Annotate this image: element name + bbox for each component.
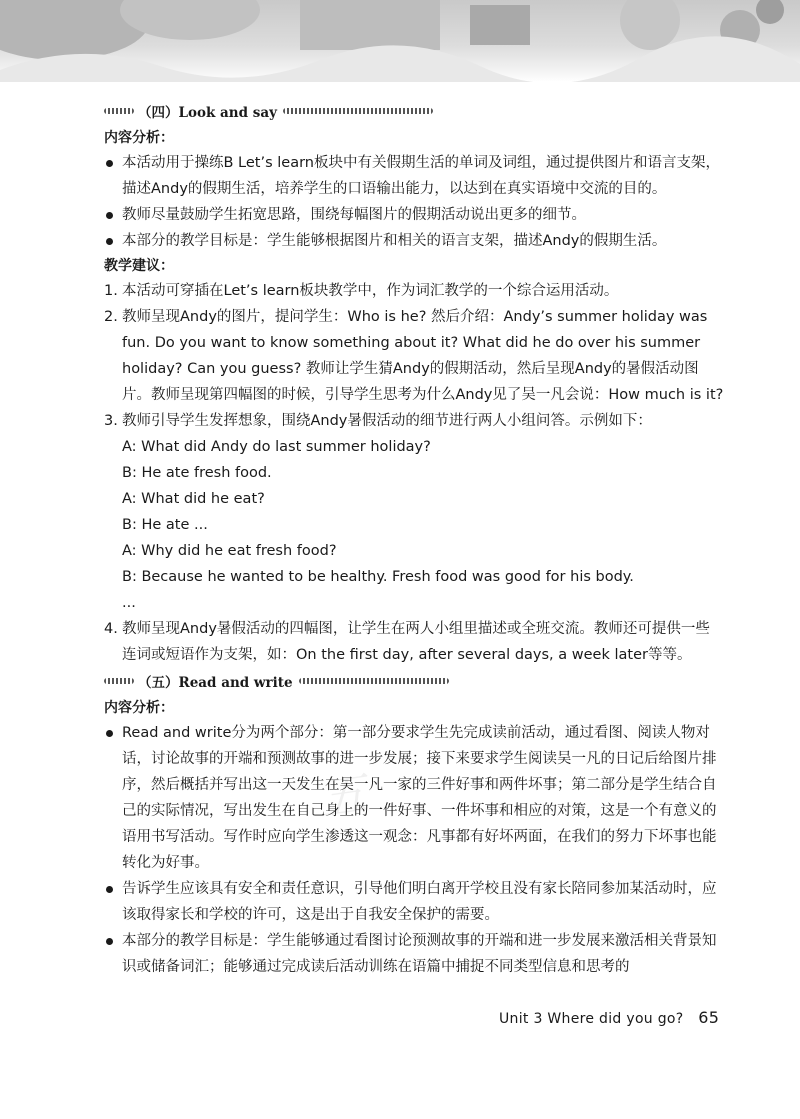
wave-divider: [104, 108, 134, 114]
step-number: 1.: [104, 283, 118, 299]
analysis-bullet: Read and write分为两个部分：第一部分要求学生先完成读前活动，通过看图、阅读人物对话，讨论故事的开端和预测故事的进一步发展；接下来要求学生阅读吴一凡的日记后给图片排序，然后概括并写出这一天发生在吴一凡一家的三件好事和两件坏事；第二部分是学生结合自己的实际情况，写出发生在自己身上的一件好事、一件坏事和相应的对策，这是一个有意义的语用书写活动。写作时应向学生渗透这一观念：凡事都有好坏两面，在我们的努力下坏事也能转化为好事。: [104, 720, 724, 876]
analysis-bullet: 本活动用于操练B Let’s learn板块中有关假期生活的单词及词组，通过提供图片和语言支架，描述Andy的假期生活，培养学生的口语输出能力，以达到在真实语境中交流的目的。: [104, 150, 724, 202]
step-text: 教师呈现Andy的图片，提问学生：Who is he? 然后介绍：Andy’s summer holiday was fun. Do you want to know something about it? What did he do over his summer holiday? Can you guess? 教师让学生猜Andy的假期活动，然后呈现Andy的暑假活动图片。教师呈现第四幅图的时候，引导学生思考为什么Andy见了吴一凡会说：How much is it?: [122, 309, 724, 403]
suggest-title: 教学建议：: [104, 258, 174, 274]
section-title: （四）Look and say: [138, 105, 277, 121]
step-number: 4.: [104, 621, 118, 637]
step-item: [104, 304, 724, 408]
banner-art: [0, 0, 800, 82]
step-item: [104, 616, 724, 668]
analysis-title: 内容分析：: [104, 700, 174, 716]
page-content: [104, 100, 724, 980]
step-text: 教师呈现Andy暑假活动的四幅图，让学生在两人小组里描述或全班交流。教师还可提供一些连词或短语作为支架，如：On the first day, after several days, a week later等等。: [122, 621, 710, 663]
section-title: （五）Read and write: [138, 675, 293, 691]
step-number: 2.: [104, 309, 118, 325]
dialogue-line: B: Because he wanted to be healthy. Fresh food was good for his body.: [122, 569, 634, 585]
step-item: [104, 278, 724, 304]
step-text: 本活动可穿插在Let’s learn板块教学中，作为词汇教学的一个综合运用活动。: [122, 283, 619, 299]
analysis-bullet: 本部分的教学目标是：学生能够根据图片和相关的语言支架，描述Andy的假期生活。: [104, 228, 724, 254]
section-four-header: [104, 100, 724, 122]
step-item: [104, 408, 724, 434]
page-number: 65: [698, 1008, 720, 1027]
wave-divider: [299, 678, 449, 684]
header-banner-illustration: [0, 0, 800, 82]
unit-label: Unit 3 Where did you go?: [499, 1011, 684, 1027]
analysis-bullet: 本部分的教学目标是：学生能够通过看图讨论预测故事的开端和进一步发展来激活相关背景知识或储备词汇；能够通过完成读后活动训练在语篇中捕捉不同类型信息和思考的: [104, 928, 724, 980]
dialogue-line: B: He ate fresh food.: [122, 465, 272, 481]
step-number: 3.: [104, 413, 118, 429]
dialogue-line: B: He ate ...: [122, 517, 208, 533]
dialogue-line: A: What did Andy do last summer holiday?: [122, 439, 431, 455]
section-five-header: [104, 670, 724, 692]
dialogue-line: A: What did he eat?: [122, 491, 265, 507]
wave-divider: [104, 678, 134, 684]
step-text: 教师引导学生发挥想象，围绕Andy暑假活动的细节进行两人小组问答。示例如下：: [122, 413, 652, 429]
wave-divider: [283, 108, 433, 114]
page-footer: [499, 1008, 719, 1027]
dialogue-line: A: Why did he eat fresh food?: [122, 543, 337, 559]
analysis-title: 内容分析：: [104, 130, 174, 146]
analysis-bullet: 告诉学生应该具有安全和责任意识，引导他们明白离开学校且没有家长陪同参加某活动时，应该取得家长和学校的许可，这是出于自我安全保护的需要。: [104, 876, 724, 928]
analysis-bullet: 教师尽量鼓励学生拓宽思路，围绕每幅图片的假期活动说出更多的细节。: [104, 202, 724, 228]
dialogue-line: ...: [122, 595, 136, 611]
watermark: 五: [316, 766, 370, 826]
